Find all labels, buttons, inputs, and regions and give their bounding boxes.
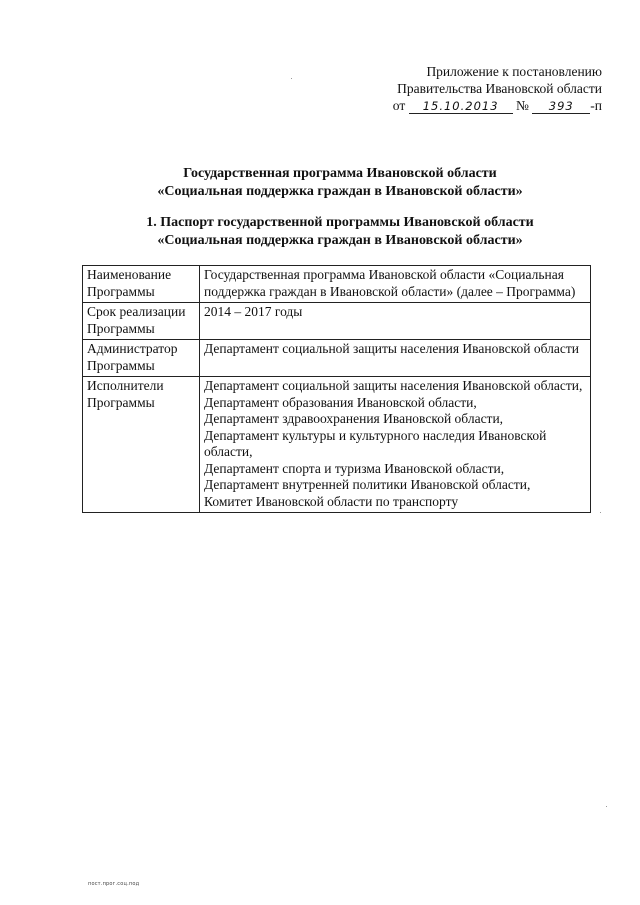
appendix-header <box>352 63 602 114</box>
decree-date: 15.10.2013 <box>409 99 513 114</box>
number-suffix: -п <box>590 98 602 113</box>
passport-value-line: Департамент образования Ивановской области, <box>204 394 477 410</box>
program-title-line-2: «Социальная поддержка граждан в Ивановской области» <box>157 184 523 199</box>
passport-value-line: Государственная программа Ивановской области «Социальная поддержка граждан в Ивановской области» (далее – Программа) <box>204 267 576 299</box>
number-label: № <box>516 98 529 113</box>
passport-row <box>83 377 591 513</box>
program-title <box>40 165 640 201</box>
passport-row-value <box>200 266 591 303</box>
passport-row-value <box>200 377 591 513</box>
scan-speck <box>291 78 292 79</box>
passport-value-line: Департамент внутренней политики Ивановской области, <box>204 477 531 492</box>
decree-number-line <box>352 97 602 114</box>
passport-row-value <box>200 340 591 377</box>
appendix-line-1: Приложение к постановлению <box>426 64 602 79</box>
passport-table-body <box>83 266 591 513</box>
passport-value-line: Комитет Ивановской области по транспорту <box>204 493 459 509</box>
section-title-line-1: 1. Паспорт государственной программы Ивановской области <box>146 215 534 230</box>
section-title <box>40 214 640 250</box>
passport-row <box>83 303 591 340</box>
passport-value-line: Департамент спорта и туризма Ивановской области, <box>204 460 505 476</box>
passport-row-value <box>200 303 591 340</box>
passport-table <box>82 265 591 513</box>
passport-row <box>83 340 591 377</box>
passport-value-line: 2014 – 2017 годы <box>204 304 303 319</box>
from-label: от <box>392 98 406 113</box>
scan-speck <box>606 806 607 807</box>
decree-number: 393 <box>532 99 590 114</box>
passport-row-label: Срок реализации Программы <box>83 303 200 340</box>
passport-value-line: Департамент здравоохранения Ивановской области, <box>204 411 504 426</box>
section-title-line-2: «Социальная поддержка граждан в Ивановской области» <box>157 233 523 248</box>
file-name-footer: пост.прог.соц.под <box>88 881 140 887</box>
passport-row-label: Исполнители Программы <box>83 377 200 513</box>
passport-value-line: Департамент культуры и культурного наследия Ивановской области, <box>204 427 547 459</box>
scan-speck <box>600 512 601 513</box>
passport-row-label: Наименование Программы <box>83 266 200 303</box>
passport-value-line: Департамент социальной защиты населения Ивановской области, <box>204 378 583 393</box>
appendix-line-2: Правительства Ивановской области <box>397 81 602 96</box>
passport-value-line: Департамент социальной защиты населения Ивановской области <box>204 341 579 356</box>
passport-row-label: Администратор Программы <box>83 340 200 377</box>
program-title-line-1: Государственная программа Ивановской области <box>183 166 497 181</box>
passport-row <box>83 266 591 303</box>
